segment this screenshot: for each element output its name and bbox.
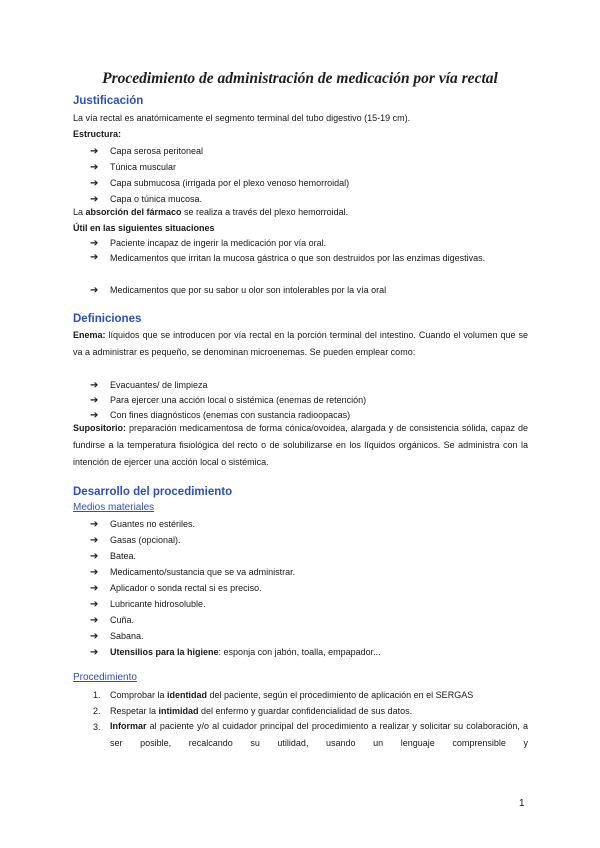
arrow-icon: ➔	[90, 238, 99, 249]
arrow-icon: ➔	[90, 285, 99, 296]
step-number: 1.	[93, 690, 101, 700]
heading-desarrollo: Desarrollo del procedimiento	[73, 486, 233, 498]
arrow-icon: ➔	[90, 146, 99, 157]
justificacion-intro: La vía rectal es anatómicamente el segmento terminal del tubo digestivo (15-19 cm).	[73, 113, 411, 123]
arrow-icon: ➔	[90, 194, 99, 205]
step-number: 2.	[93, 706, 101, 716]
arrow-icon: ➔	[90, 647, 99, 658]
list-item: ➔ Capa serosa peritoneal	[90, 146, 204, 157]
list-item: ➔ Utensilios para la higiene: esponja con jabón, toalla, empapador...	[90, 647, 381, 658]
arrow-icon: ➔	[90, 631, 99, 642]
arrow-icon: ➔	[90, 551, 99, 562]
document-title: Procedimiento de administración de medicación por vía rectal	[102, 70, 498, 87]
util-label: Útil en las siguientes situaciones	[73, 223, 215, 233]
arrow-icon: ➔	[90, 519, 99, 530]
list-item: ➔ Capa submucosa (irrigada por el plexo venoso hemorroidal)	[90, 178, 350, 189]
list-item: ➔ Medicamentos que por su sabor u olor son intolerables por la vía oral	[90, 285, 387, 296]
list-item: ➔ Medicamento/sustancia que se va administrar.	[90, 567, 296, 578]
arrow-icon: ➔	[90, 615, 99, 626]
arrow-icon: ➔	[90, 583, 99, 594]
list-item: ➔ Paciente incapaz de ingerir la medicación por vía oral.	[90, 238, 327, 249]
procedimiento-label: Procedimiento	[73, 672, 137, 683]
list-item: Medicamentos que irritan la mucosa gástrica o que son destruidos por las enzimas digestivas.	[110, 253, 486, 263]
enema-paragraph: Enema: líquidos que se introducen por vía rectal en la porción terminal del intestino. Cuando el volumen que se va a administrar es pequeño, se denominan microenemas. Se pueden emplear como:	[73, 330, 528, 357]
arrow-icon: ➔	[90, 380, 99, 391]
list-item: ➔ Para ejercer una acción local o sistémica (enemas de retención)	[90, 395, 367, 406]
list-item: ➔ Sabana.	[90, 631, 144, 642]
medios-materiales-label: Medios materiales	[73, 502, 155, 513]
step-number: 3.	[93, 722, 101, 732]
list-item: ➔ Evacuantes/ de limpieza	[90, 380, 208, 391]
page-number: 1	[519, 798, 525, 809]
arrow-icon: ➔	[90, 395, 99, 406]
heading-justificacion: Justificación	[73, 95, 144, 107]
arrow-icon: ➔	[90, 178, 99, 189]
estructura-label: Estructura:	[73, 129, 122, 139]
list-item: ➔ Gasas (opcional).	[90, 535, 181, 546]
arrow-icon: ➔	[90, 410, 99, 421]
list-item: ➔ Batea.	[90, 551, 137, 562]
arrow-icon: ➔	[90, 567, 99, 578]
step-text: Respetar la intimidad del enfermo y guardar confidencialidad de sus datos.	[110, 706, 413, 716]
list-item: ➔ Túnica muscular	[90, 162, 177, 173]
supositorio-paragraph: Supositorio: preparación medicamentosa de forma cónica/ovoidea, alargada y de consistencia sólida, capaz de fundirse a la temperatura fisiológica del recto o de solubilizarse en los líquidos orgánicos. Se administra con la intención de ejercer una acción local o sistémica.	[73, 423, 528, 467]
list-item: ➔ Aplicador o sonda rectal si es preciso.	[90, 583, 262, 594]
list-item: ➔ Guantes no estériles.	[90, 519, 196, 530]
list-item: ➔ Cuña.	[90, 615, 135, 626]
absorcion-text: La absorción del fármaco se realiza a través del plexo hemorroidal.	[73, 207, 349, 217]
arrow-icon: ➔	[90, 252, 99, 263]
step-text: Informar al paciente y/o al cuidador principal del procedimiento a realizar y solicitar su colaboración, a ser posible, recalcando su utilidad, usando un lenguaje comprensible y	[110, 721, 528, 748]
list-item: ➔ Con fines diagnósticos (enemas con sustancia radioopacas)	[90, 410, 351, 421]
arrow-icon: ➔	[90, 599, 99, 610]
list-item: ➔ Lubricante hidrosoluble.	[90, 599, 206, 610]
step-text: Comprobar la identidad del paciente, según el procedimiento de aplicación en el SERGAS	[110, 690, 474, 700]
heading-definiciones: Definiciones	[73, 313, 142, 325]
arrow-icon: ➔	[90, 535, 99, 546]
arrow-icon: ➔	[90, 162, 99, 173]
list-item: ➔ Capa o túnica mucosa.	[90, 194, 203, 205]
